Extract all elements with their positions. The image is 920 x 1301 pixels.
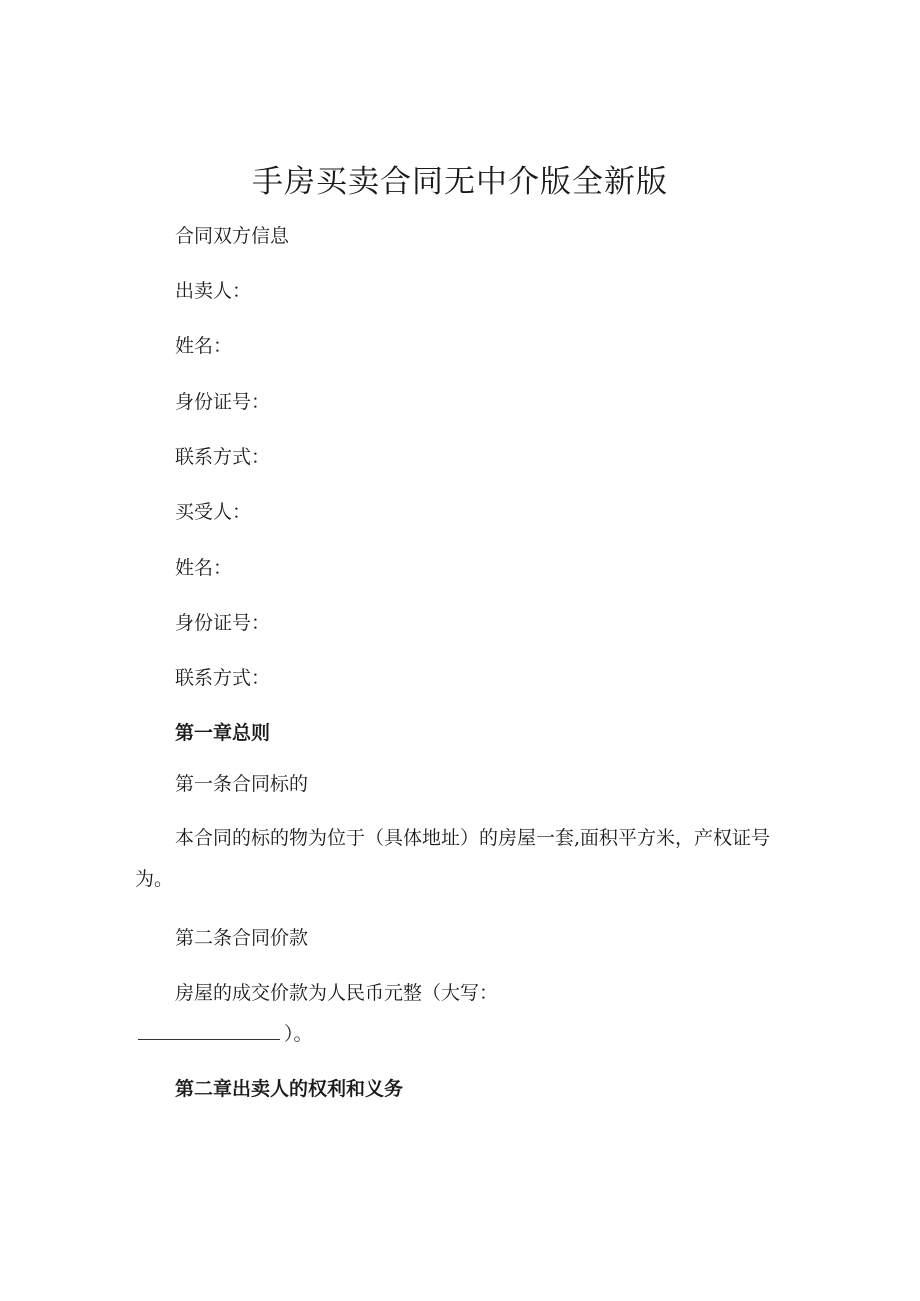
article2-text-tail: ）。 [284, 1023, 313, 1045]
article2-heading: 第二条合同价款 [175, 927, 309, 949]
article1-heading: 第一条合同标的 [175, 773, 309, 795]
seller-name-label: 姓名： [175, 335, 233, 357]
parties-header: 合同双方信息 [175, 225, 290, 247]
document-title: 手房买卖合同无中介版全新版 [252, 164, 668, 200]
seller-label: 出卖人： [175, 280, 252, 302]
seller-contact-label: 联系方式： [175, 446, 271, 468]
article2-text-line2 [138, 1022, 313, 1046]
buyer-contact-label: 联系方式： [175, 667, 271, 689]
chapter1-heading: 第一章总则 [175, 722, 271, 744]
buyer-id-label: 身份证号： [175, 612, 271, 634]
buyer-label: 买受人： [175, 501, 252, 523]
article1-text: 本合同的标的物为位于（具体地址）的房屋一套,面积平方米，产权证号为。 [135, 827, 771, 890]
chapter2-heading: 第二章出卖人的权利和义务 [175, 1078, 404, 1100]
buyer-name-label: 姓名： [175, 557, 233, 579]
article2-text-line1: 房屋的成交价款为人民币元整（大写： [175, 982, 499, 1004]
amount-blank-field[interactable] [138, 1025, 280, 1040]
seller-id-label: 身份证号： [175, 391, 271, 413]
